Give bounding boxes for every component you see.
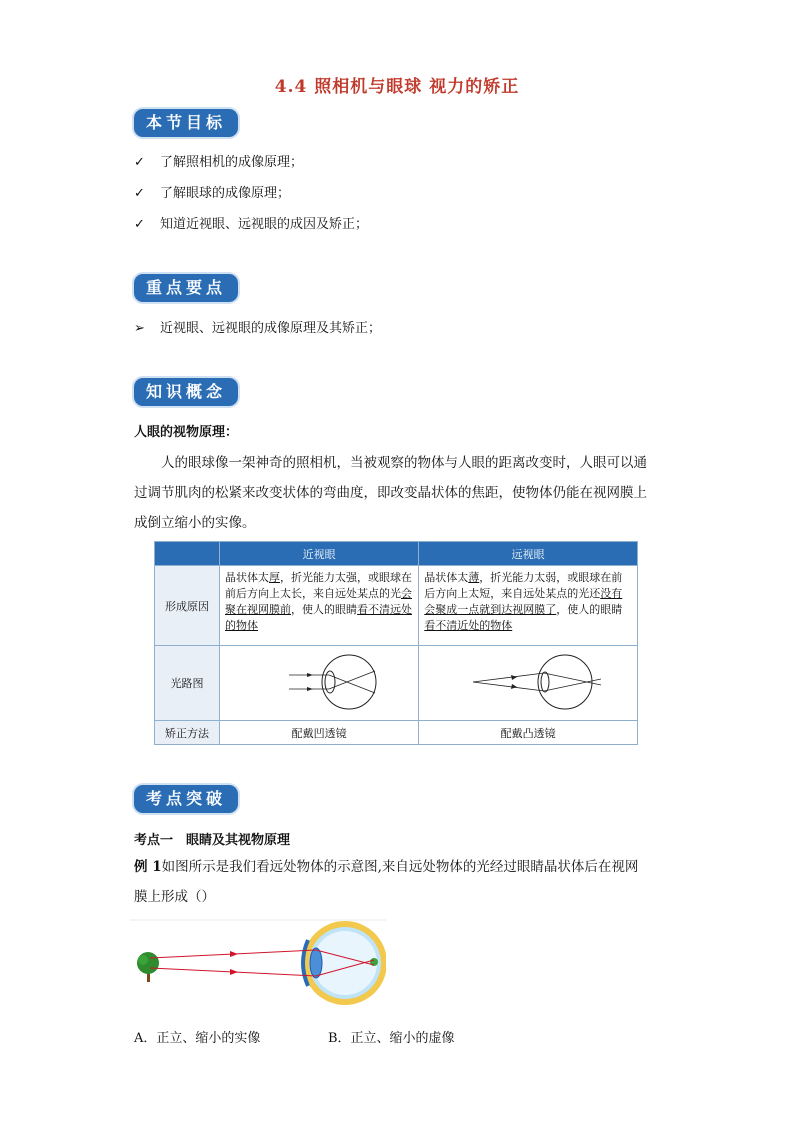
- list-item: [134, 182, 290, 201]
- cell-myopia-diagram: [220, 646, 419, 721]
- eyeball-icon: [303, 921, 386, 1005]
- paragraph-line: 成倒立缩小的实像。: [134, 515, 256, 531]
- table-row: [155, 721, 638, 745]
- section-badge-keypoints: 重点要点: [134, 274, 238, 302]
- paragraph-line: 人的眼球像一架神奇的照相机，当被观察的物体与人眼的距离改变时，人眼可以通: [161, 455, 647, 471]
- arrow-bullet-icon: ➢: [134, 321, 145, 336]
- option-a[interactable]: A．正立、缩小的实像: [134, 1031, 261, 1046]
- list-item: [134, 213, 368, 232]
- comparison-table: [154, 541, 638, 745]
- check-icon: ✓: [134, 186, 145, 201]
- cell-hyperopia-cause: 晶状体太薄，折光能力太弱，或眼球在前后方向上太短，来自远处某点的光还没有会聚成一点就到达视网膜了，使人的眼睛看不清近处的物体: [419, 566, 638, 646]
- list-item: [134, 317, 381, 336]
- row-label-correction: 矫正方法: [155, 721, 220, 745]
- section-badge-concepts: 知识概念: [134, 378, 238, 406]
- list-item: [134, 151, 303, 170]
- paragraph-line: 过调节肌肉的松紧来改变状体的弯曲度，即改变晶状体的焦距，使物体仍能在视网膜上: [134, 485, 647, 501]
- row-label-diagram: 光路图: [155, 646, 220, 721]
- row-label-cause: 形成原因: [155, 566, 220, 646]
- cell-hyperopia-correction: 配戴凸透镜: [419, 721, 638, 745]
- cell-myopia-correction: 配戴凹透镜: [220, 721, 419, 745]
- check-icon: ✓: [134, 217, 145, 232]
- section-badge-exam: 考点突破: [134, 785, 238, 813]
- table-row: [155, 646, 638, 721]
- table-row: [155, 566, 638, 646]
- table-corner: [155, 542, 220, 566]
- exam-point-title: 考点一 眼睛及其视物原理: [134, 833, 291, 848]
- list-item-text: 了解照相机的成像原理；: [160, 155, 304, 170]
- myopia-ray-diagram: [249, 649, 389, 715]
- eye-viewing-figure: [130, 918, 386, 1008]
- column-header-myopia: 近视眼: [220, 542, 419, 566]
- list-item-text: 知道近视眼、远视眼的成因及矫正；: [160, 217, 369, 232]
- option-b[interactable]: B．正立、缩小的虚像: [328, 1031, 455, 1046]
- example-line: 膜上形成（）: [134, 889, 215, 905]
- subsection-title: 人眼的视物原理：: [134, 425, 239, 440]
- cell-hyperopia-diagram: [419, 646, 638, 721]
- page-title: 4.4 照相机与眼球 视力的矫正: [274, 77, 520, 97]
- example-label: 例 1: [134, 859, 162, 875]
- section-badge-objectives: 本节目标: [134, 109, 238, 137]
- check-icon: ✓: [134, 155, 145, 170]
- example-line: 例 1如图所示是我们看远处物体的示意图,来自远处物体的光经过眼睛晶状体后在视网: [134, 859, 639, 875]
- list-item-text: 了解眼球的成像原理；: [160, 186, 291, 201]
- table-header-row: [155, 542, 638, 566]
- cell-myopia-cause: 晶状体太厚，折光能力太强，或眼球在前后方向上太长，来自远处某点的光会聚在视网膜前，使人的眼睛看不清远处的物体: [220, 566, 419, 646]
- hyperopia-ray-diagram: [453, 649, 603, 715]
- column-header-hyperopia: 远视眼: [419, 542, 638, 566]
- list-item-text: 近视眼、远视眼的成像原理及其矫正；: [160, 321, 382, 336]
